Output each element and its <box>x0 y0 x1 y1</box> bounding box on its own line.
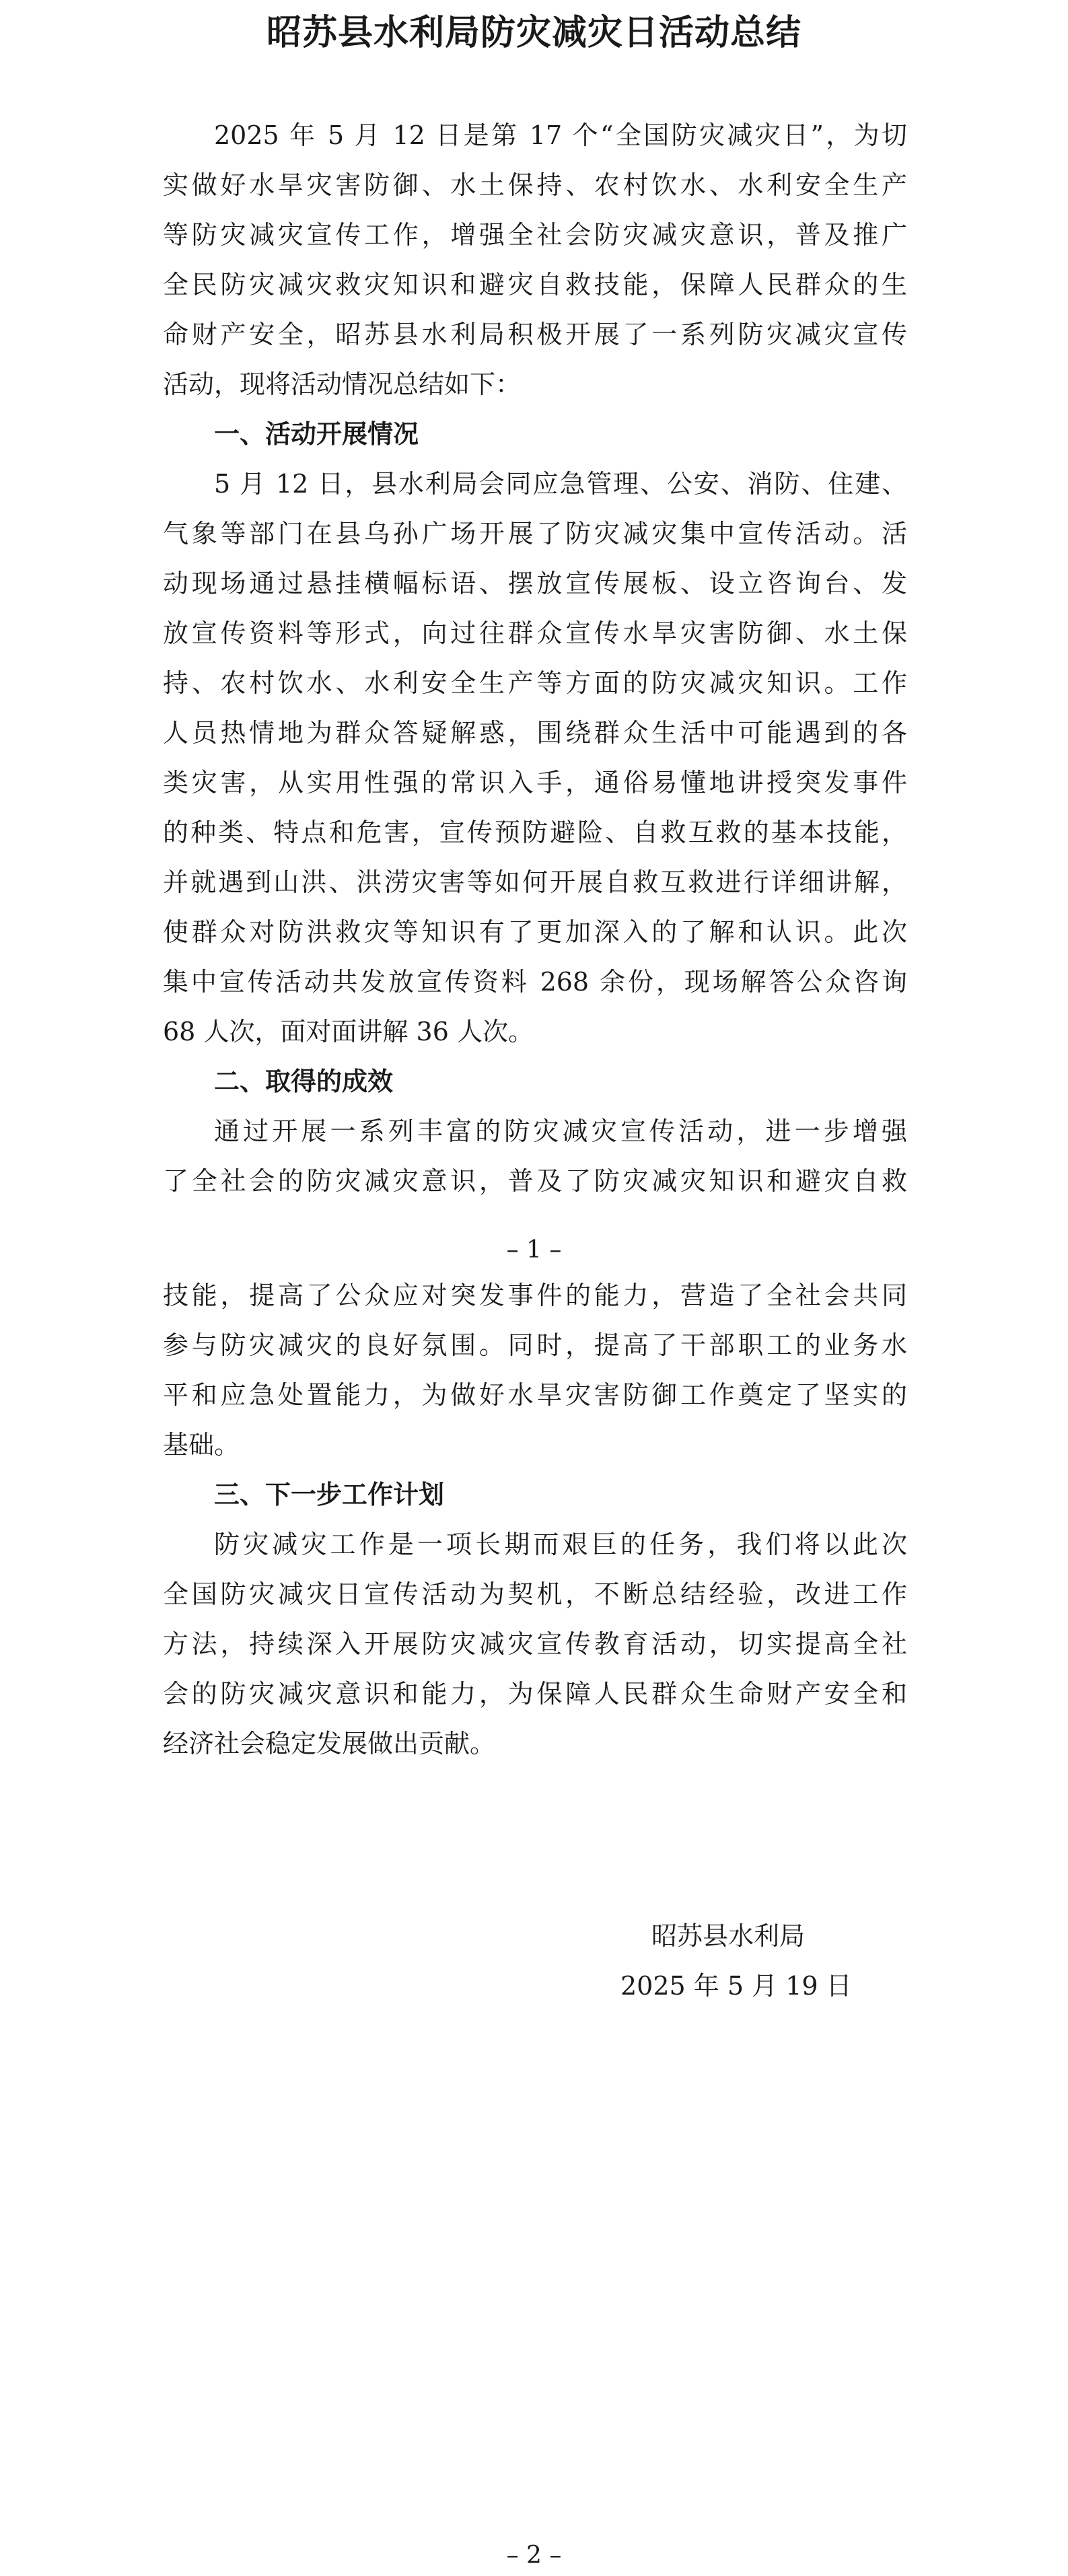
section1-line-4: 放宣传资料等形式，向过往群众宣传水旱灾害防御、水土保 <box>163 618 907 648</box>
section1-line-6: 人员热情地为群众答疑解惑，围绕群众生活中可能遇到的各 <box>163 718 907 748</box>
section1-line-5: 持、农村饮水、水利安全生产等方面的防灾减灾知识。工作 <box>163 668 907 698</box>
section1-line-3: 动现场通过悬挂横幅标语、摆放宣传展板、设立咨询台、发 <box>163 569 907 598</box>
section2-line-1: 通过开展一系列丰富的防灾减灾宣传活动，进一步增强 <box>214 1116 907 1146</box>
document-title: 昭苏县水利局防灾减灾日活动总结 <box>266 13 802 53</box>
intro-line-6: 活动，现将活动情况总结如下： <box>163 369 522 399</box>
section3-line-3: 方法，持续深入开展防灾减灾宣传教育活动，切实提高全社 <box>163 1629 907 1659</box>
section3-line-4: 会的防灾减灾意识和能力，为保障人民群众生命财产安全和 <box>163 1679 907 1709</box>
section1-line-11: 集中宣传活动共发放宣传资料 268 余份，现场解答公众咨询 <box>163 967 907 997</box>
section1-line-10: 使群众对防洪救灾等知识有了更加深入的了解和认识。此次 <box>163 917 907 947</box>
section1-line-12: 68 人次，面对面讲解 36 人次。 <box>163 1017 534 1046</box>
section3-heading: 三、下一步工作计划 <box>214 1480 445 1509</box>
section2-line-6: 基础。 <box>163 1430 240 1460</box>
section3-line-1: 防灾减灾工作是一项长期而艰巨的任务，我们将以此次 <box>214 1530 907 1559</box>
section2-heading: 二、取得的成效 <box>214 1067 394 1096</box>
page-number-2: – 2 – <box>506 2542 562 2569</box>
intro-line-4: 全民防灾减灾救灾知识和避灾自救技能，保障人民群众的生 <box>163 270 907 299</box>
section1-heading: 一、活动开展情况 <box>214 419 419 449</box>
section3-line-2: 全国防灾减灾日宣传活动为契机，不断总结经验，改进工作 <box>163 1579 907 1609</box>
intro-line-2: 实做好水旱灾害防御、水土保持、农村饮水、水利安全生产 <box>163 170 907 200</box>
section2-line-5: 平和应急处置能力，为做好水旱灾害防御工作奠定了坚实的 <box>163 1380 907 1410</box>
intro-line-5: 命财产安全，昭苏县水利局积极开展了一系列防灾减灾宣传 <box>163 320 907 349</box>
intro-line-1: 2025 年 5 月 12 日是第 17 个“全国防灾减灾日”，为切 <box>214 120 907 150</box>
section1-line-8: 的种类、特点和危害，宣传预防避险、自救互救的基本技能， <box>163 818 907 847</box>
section3-line-5: 经济社会稳定发展做出贡献。 <box>163 1729 496 1758</box>
signature-date: 2025 年 5 月 19 日 <box>620 1971 852 2001</box>
section1-line-2: 气象等部门在县乌孙广场开展了防灾减灾集中宣传活动。活 <box>163 519 907 548</box>
section2-line-2: 了全社会的防灾减灾意识，普及了防灾减灾知识和避灾自救 <box>163 1166 907 1196</box>
intro-line-3: 等防灾减灾宣传工作，增强全社会防灾减灾意识，普及推广 <box>163 220 907 250</box>
section1-line-9: 并就遇到山洪、洪涝灾害等如何开展自救互救进行详细讲解， <box>163 867 907 897</box>
section1-line-1: 5 月 12 日，县水利局会同应急管理、公安、消防、住建、 <box>214 469 907 499</box>
section2-line-3: 技能，提高了公众应对突发事件的能力，营造了全社会共同 <box>163 1281 907 1310</box>
section2-line-4: 参与防灾减灾的良好氛围。同时，提高了干部职工的业务水 <box>163 1330 907 1360</box>
section1-line-7: 类灾害，从实用性强的常识入手，通俗易懂地讲授突发事件 <box>163 768 907 797</box>
signature-org: 昭苏县水利局 <box>651 1921 806 1951</box>
page-number-1: – 1 – <box>506 1236 562 1264</box>
